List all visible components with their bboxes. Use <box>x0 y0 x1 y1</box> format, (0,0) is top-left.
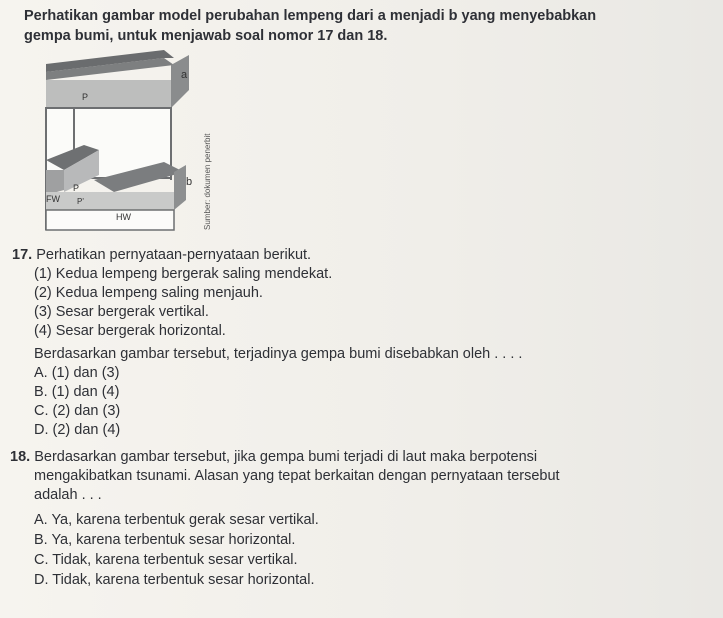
q17-number: 17. <box>12 247 33 263</box>
block-b-front <box>46 192 174 210</box>
q17-option-b[interactable]: B. (1) dan (4) <box>34 384 120 400</box>
fault-block-figure <box>24 50 224 240</box>
block-a-side <box>171 55 189 108</box>
block-b-side <box>174 165 186 210</box>
figure-source-caption: Sumber: dokumen penerbit <box>203 133 212 230</box>
q18-option-c[interactable]: C. Tidak, karena terbentuk sesar vertikal. <box>34 552 298 568</box>
q17-prompt <box>12 246 311 265</box>
q17-statement-3: (3) Sesar bergerak vertikal. <box>34 304 209 320</box>
block-b-left-front <box>46 170 64 195</box>
label-fw: FW <box>46 194 60 204</box>
label-hw: HW <box>116 212 131 222</box>
q17-option-a[interactable]: A. (1) dan (3) <box>34 365 120 381</box>
q17-statement-4: (4) Sesar bergerak horizontal. <box>34 323 226 339</box>
q18-option-d[interactable]: D. Tidak, karena terbentuk sesar horizontal. <box>34 572 315 588</box>
q17-option-d[interactable]: D. (2) dan (4) <box>34 422 121 438</box>
q18-line-3: adalah . . . <box>34 487 102 503</box>
label-p-prime: P' <box>77 197 84 206</box>
label-b: b <box>186 176 193 188</box>
label-a: a <box>181 69 188 81</box>
instruction-text <box>24 6 714 46</box>
q17-question: Berdasarkan gambar tersebut, terjadinya gempa bumi disebabkan oleh . . . . <box>34 346 523 362</box>
q17-option-c[interactable]: C. (2) dan (3) <box>34 403 121 419</box>
q17-prompt-text: Perhatikan pernyataan-pernyataan berikut. <box>36 247 312 263</box>
q17-statement-1: (1) Kedua lempeng bergerak saling mendekat. <box>34 266 333 282</box>
instruction-line-1: Perhatikan gambar model perubahan lempeng dari a menjadi b yang menyebabkan <box>24 8 597 24</box>
label-p: P <box>73 183 80 193</box>
q17-statement-2: (2) Kedua lempeng saling menjauh. <box>34 285 263 301</box>
q18-line-1-text: Berdasarkan gambar tersebut, jika gempa bumi terjadi di laut maka berpotensi <box>34 449 538 465</box>
q18-number: 18. <box>10 449 31 465</box>
label-p-top: P <box>82 92 89 102</box>
q18-option-a[interactable]: A. Ya, karena terbentuk gerak sesar vertikal. <box>34 512 319 528</box>
block-a-front <box>46 80 171 108</box>
q18-option-b[interactable]: B. Ya, karena terbentuk sesar horizontal. <box>34 532 296 548</box>
q18-line-2: mengakibatkan tsunami. Alasan yang tepat berkaitan dengan pernyataan tersebut <box>34 468 560 484</box>
instruction-line-2: gempa bumi, untuk menjawab soal nomor 17 dan 18. <box>24 28 388 44</box>
fault-block-diagram <box>24 50 224 240</box>
q18-line-1 <box>10 448 537 467</box>
